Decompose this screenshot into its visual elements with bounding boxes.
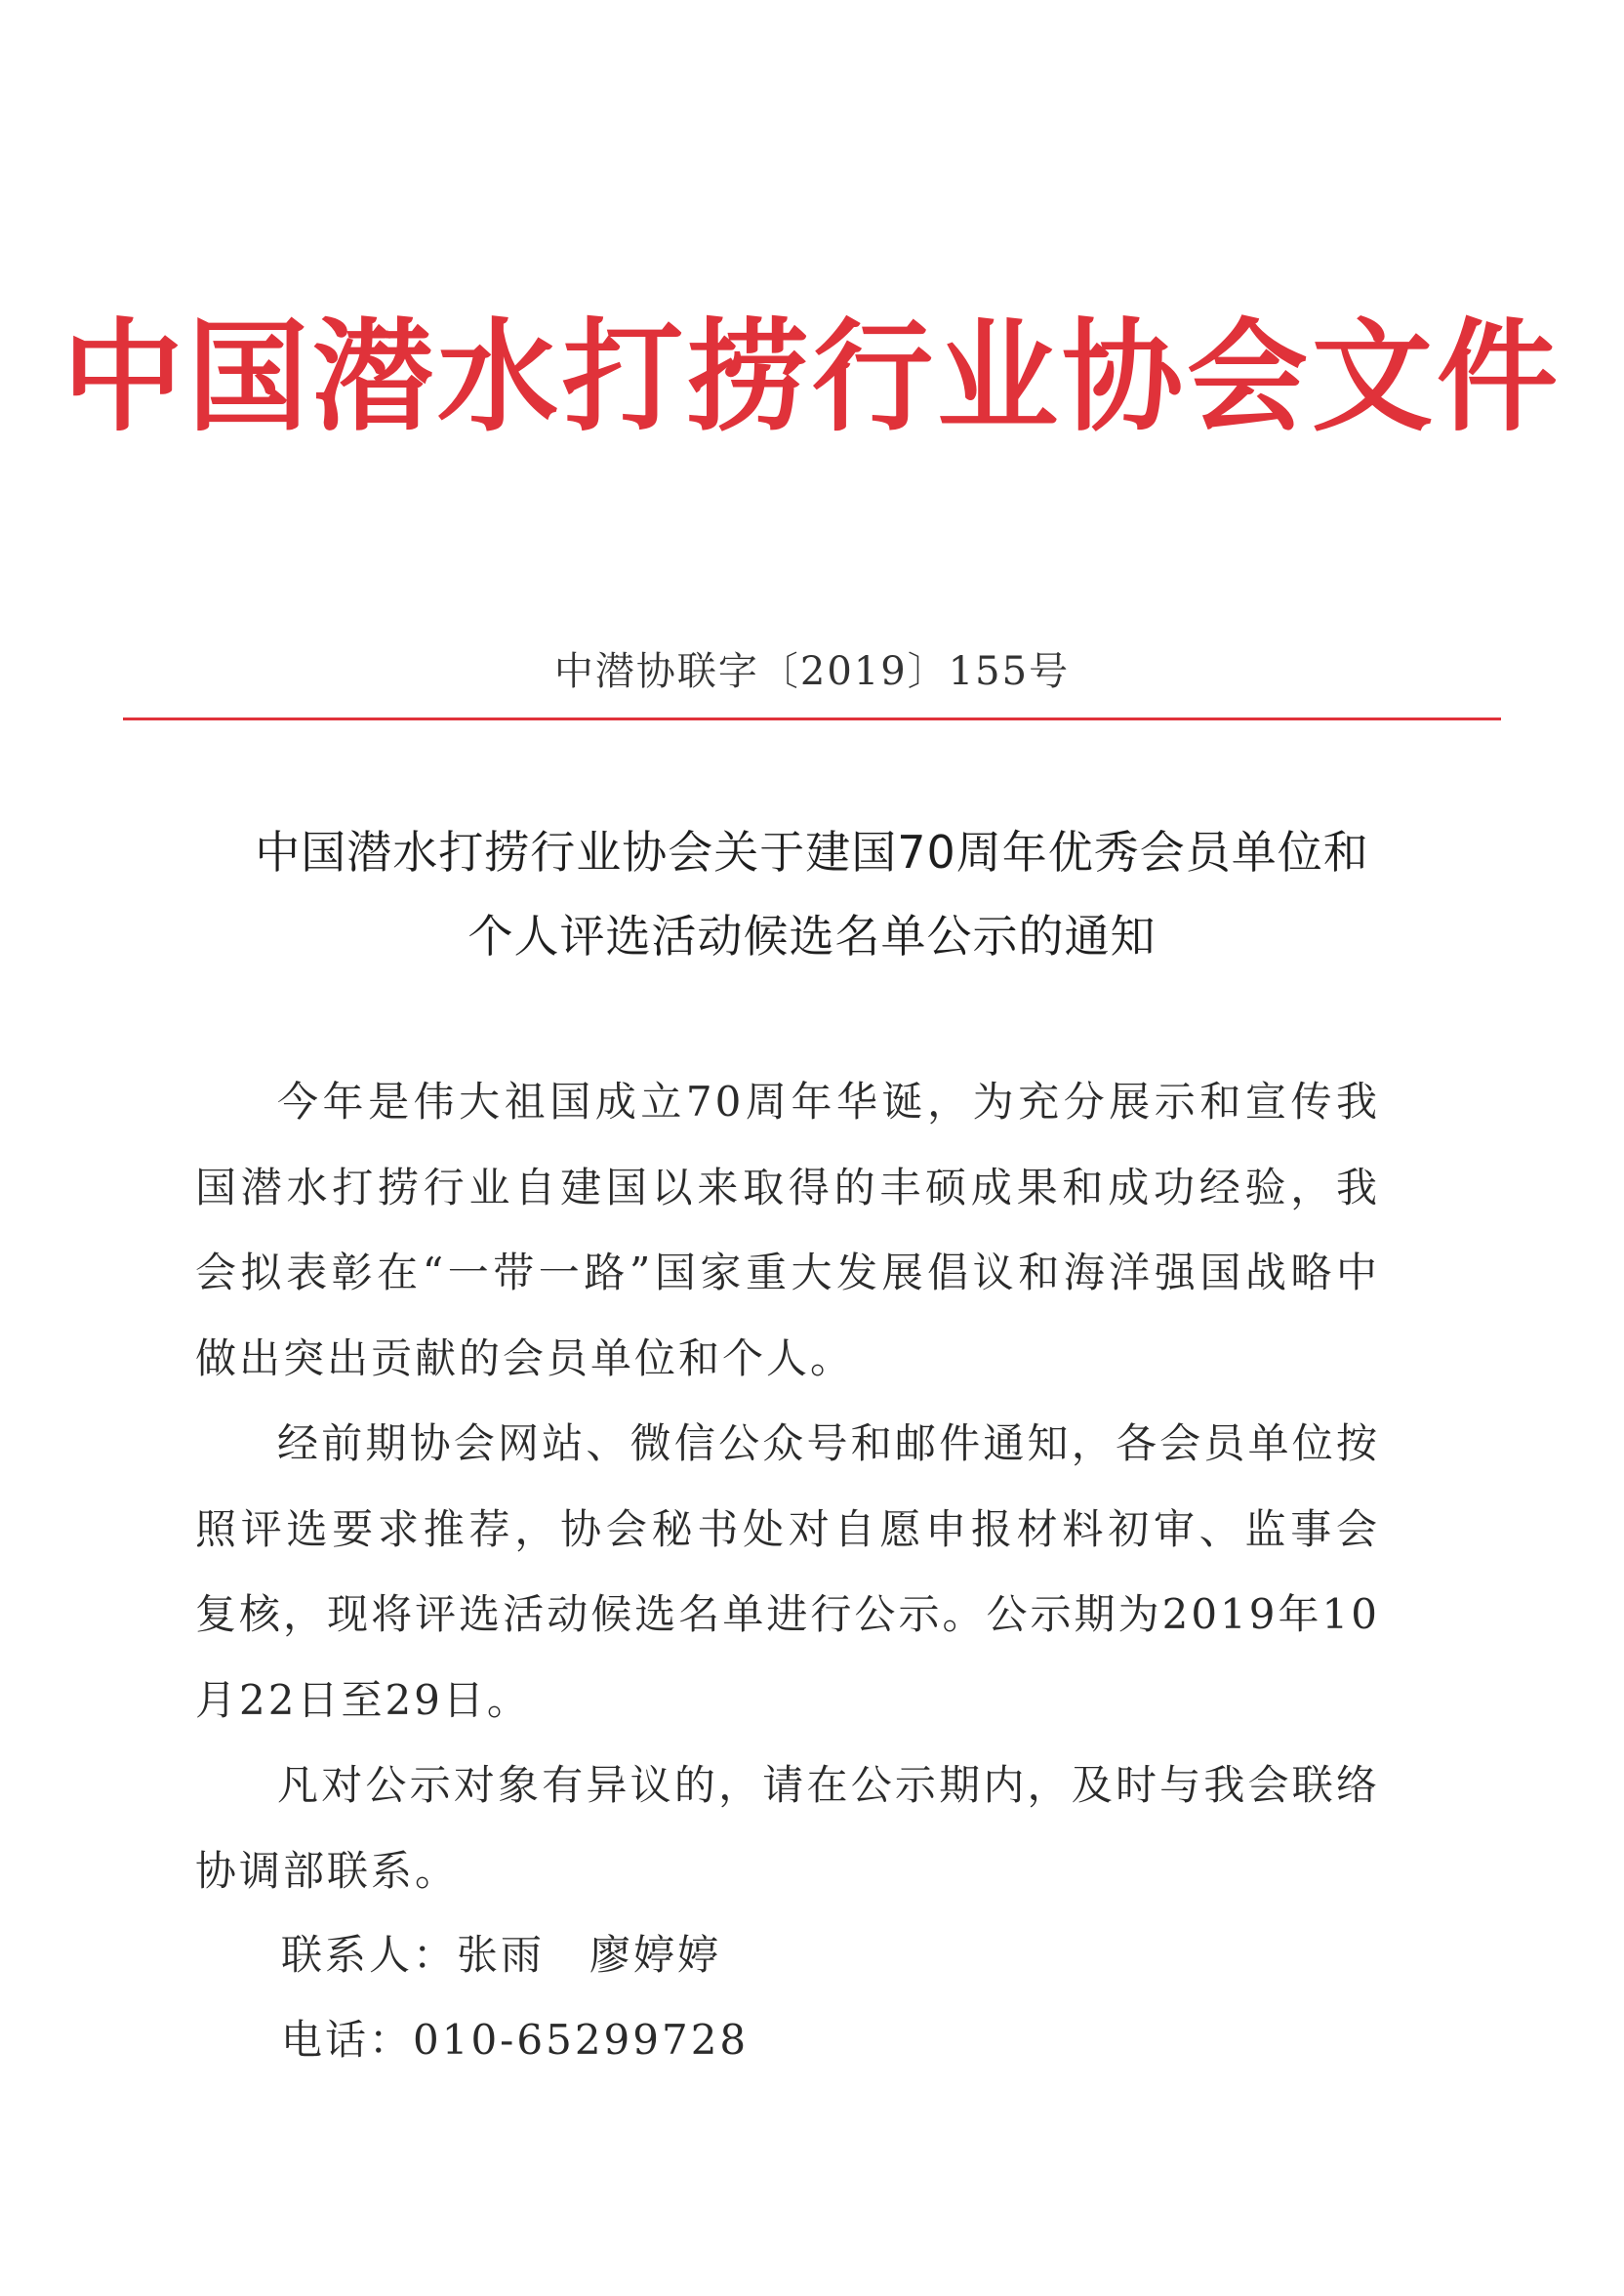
contact-people: [281, 1928, 721, 1983]
notice-title-line: 个人评选活动候选名单公示的通知: [467, 910, 1157, 963]
body-paragraph: 今年是伟大祖国成立70周年华诞，为充分展示和宣传我国潜水打捞行业自建国以来取得的丰硕成果和成功经验，我会拟表彰在“一带一路”国家重大发展倡议和海洋强国战略中做出突出贡献的会员单位和个人。: [195, 1078, 1380, 1382]
org-header-title: 中国潜水打捞行业协会文件: [61, 307, 1562, 448]
header-divider: [123, 718, 1501, 720]
document-number: 中潜协联字〔2019〕155号: [553, 649, 1071, 694]
notice-title-line: 中国潜水打捞行业协会关于建国70周年优秀会员单位和: [255, 826, 1369, 879]
contact-person-1: 张雨: [457, 1931, 546, 1979]
body-paragraph: 凡对公示对象有异议的，请在公示期内，及时与我会联络协调部联系。: [195, 1761, 1380, 1895]
contact-person-2: 廖婷婷: [589, 1931, 722, 1979]
contact-phone-number: 010-65299728: [413, 2016, 750, 2064]
notice-body: [195, 1059, 1380, 1913]
body-paragraph: 经前期协会网站、微信公众号和邮件通知，各会员单位按照评选要求推荐，协会秘书处对自愿申报材料初审、监事会复核，现将评选活动候选名单进行公示。公示期为2019年10月22日至29日。: [195, 1419, 1380, 1724]
notice-title: [146, 810, 1478, 978]
contact-phone: [281, 2013, 749, 2068]
contact-people-label: 联系人：: [281, 1931, 458, 1979]
contact-phone-label: 电话：: [281, 2016, 414, 2064]
